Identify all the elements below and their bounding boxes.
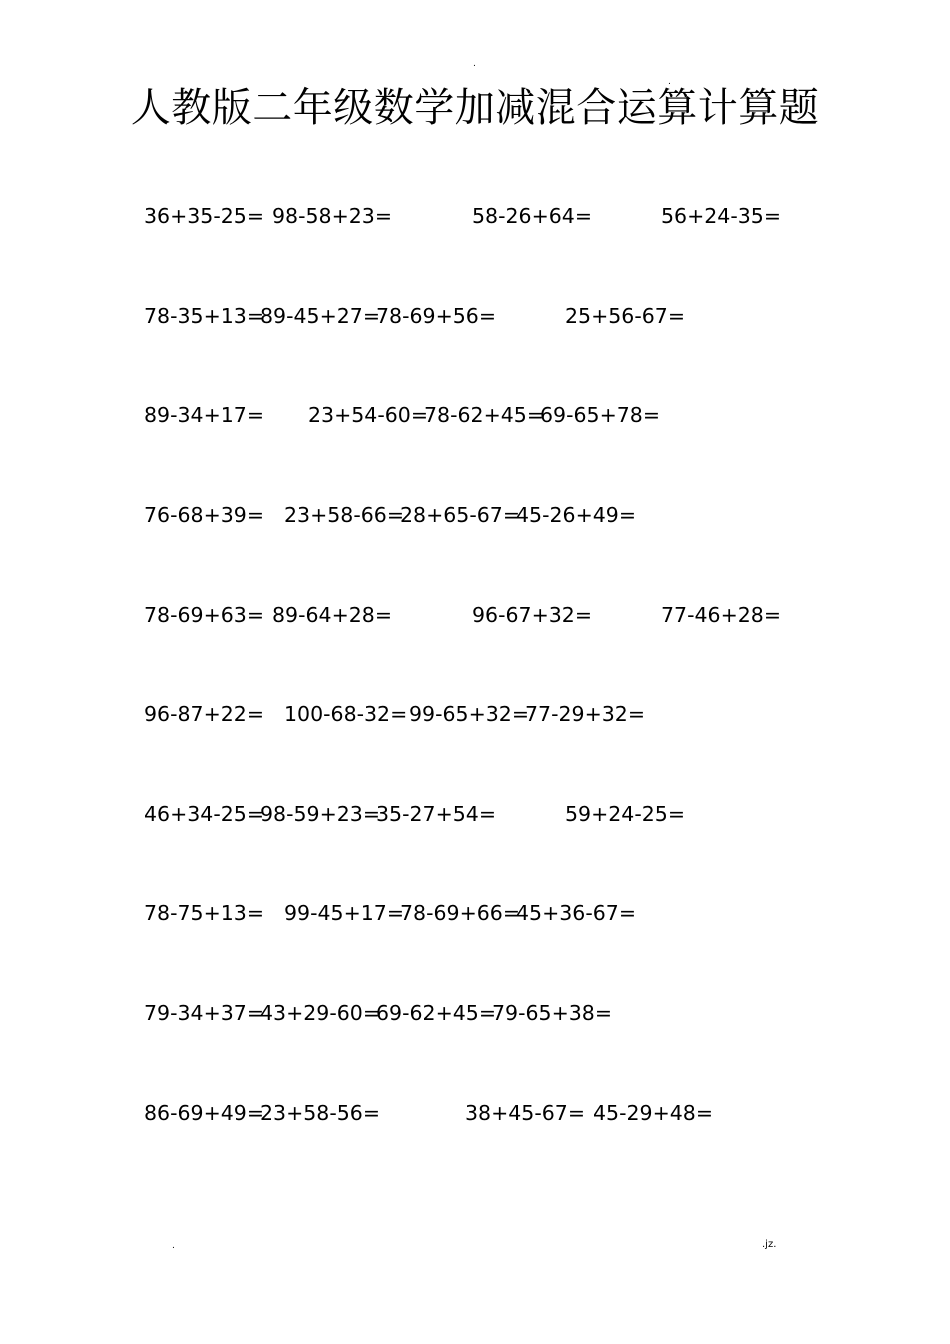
problem: 45+36-67= (516, 901, 637, 925)
problem: 36+35-25= (144, 204, 265, 228)
problem: 56+24-35= (661, 204, 782, 228)
problem: 76-68+39= (144, 503, 265, 527)
problem: 58-26+64= (472, 204, 593, 228)
problem: 89-64+28= (272, 603, 393, 627)
problem-row (0, 201, 950, 231)
problem: 98-59+23= (260, 802, 381, 826)
problem: 96-87+22= (144, 702, 265, 726)
problem: 77-29+32= (525, 702, 646, 726)
problem: 99-45+17= (284, 901, 405, 925)
footer-right-text: .jz. (762, 1239, 777, 1250)
problem: 69-62+45= (376, 1001, 497, 1025)
problem: 25+56-67= (565, 304, 686, 328)
problem: 69-65+78= (540, 403, 661, 427)
problem: 38+45-67= (465, 1101, 586, 1125)
problem: 43+29-60= (260, 1001, 381, 1025)
problem: 35-27+54= (376, 802, 497, 826)
problem: 23+54-60= (308, 403, 429, 427)
problem: 28+65-67= (400, 503, 521, 527)
problem: 59+24-25= (565, 802, 686, 826)
problem: 98-58+23= (272, 204, 393, 228)
problem: 78-75+13= (144, 901, 265, 925)
problem: 45-26+49= (516, 503, 637, 527)
problem: 45-29+48= (593, 1101, 714, 1125)
top-mark: . (473, 59, 476, 69)
problem: 46+34-25= (144, 802, 265, 826)
page-title: 人教版二年级数学加减混合运算计算题 (130, 85, 820, 131)
problem: 89-34+17= (144, 403, 265, 427)
problem: 99-65+32= (409, 702, 530, 726)
problem: 78-35+13= (144, 304, 265, 328)
problem: 100-68-32= (284, 702, 408, 726)
problem-row (0, 301, 950, 331)
problem-row (0, 500, 950, 530)
problem-row (0, 1098, 950, 1128)
problem-row (0, 799, 950, 829)
problem: 23+58-56= (260, 1101, 381, 1125)
problem-row (0, 600, 950, 630)
problem: 96-67+32= (472, 603, 593, 627)
problem: 78-69+66= (400, 901, 521, 925)
problem: 89-45+27= (260, 304, 381, 328)
problem: 78-69+56= (376, 304, 497, 328)
problem-row (0, 699, 950, 729)
title-mark: . (668, 77, 671, 87)
problem: 79-65+38= (492, 1001, 613, 1025)
problem-row (0, 898, 950, 928)
problem: 23+58-66= (284, 503, 405, 527)
problem-row (0, 998, 950, 1028)
problem: 77-46+28= (661, 603, 782, 627)
problem: 86-69+49= (144, 1101, 265, 1125)
problem: 78-69+63= (144, 603, 265, 627)
problem: 79-34+37= (144, 1001, 265, 1025)
footer-left-mark: . (172, 1241, 175, 1251)
problem-row (0, 400, 950, 430)
problem: 78-62+45= (424, 403, 545, 427)
